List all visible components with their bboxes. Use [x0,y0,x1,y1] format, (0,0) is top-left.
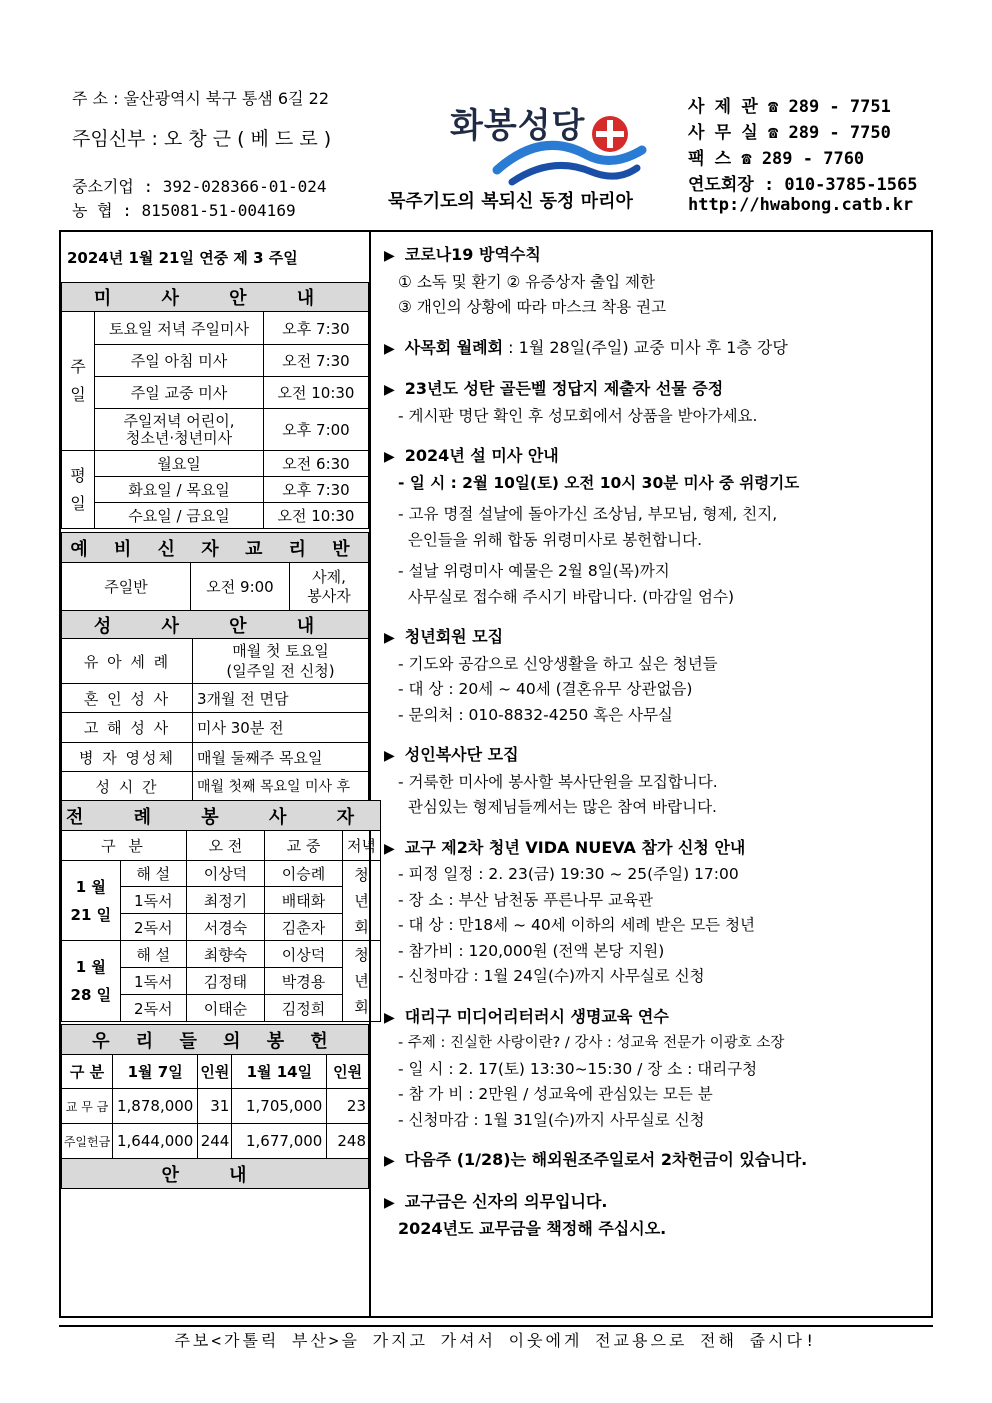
contact-value: ☎ 289 - 7750 [768,123,891,143]
contact-rectory [688,92,891,117]
news-line: - 주제 : 진실한 사랑이란? / 강사 : 성교육 전문가 이광호 소장 [398,1035,785,1051]
pastor-label: 주임신부 [72,128,146,150]
news-title: 청년회원 모집 [404,627,504,646]
catechumen-title: 예 비 신 자 교 리 반 [62,533,369,563]
offering-amount: 1,677,000 [232,1124,327,1159]
sunday-label-1: 주 [70,357,86,376]
news-line: - 게시판 명단 확인 후 성모회에서 상품을 받아가세요. [398,406,758,425]
mass-name: 수요일 / 금요일 [95,503,264,529]
liturgy-role: 2독서 [120,995,186,1022]
mass-time: 오후 7:30 [264,312,369,345]
liturgy-main: 김정희 [264,995,342,1022]
news-line: - 일 시 : 2월 10일(토) 오전 10시 30분 미사 중 위령기도 [398,473,800,492]
footer-rule [59,1325,933,1327]
offering-name: 교 무 금 [62,1089,113,1124]
liturgy-main: 이승례 [264,861,342,887]
catechumen-time: 오전 9:00 [191,563,290,611]
bank2-label: 농 협 [72,201,113,220]
news-line: - 대 상 : 20세 ~ 40세 (결혼유무 상관없음) [398,680,693,698]
liturgy-role: 해 설 [120,941,186,968]
liturgy-evening [343,861,381,941]
bank-account-1 [72,174,327,197]
sacrament-desc: 3개월 전 면담 [193,684,369,713]
news-line: - 참가비 : 120,000원 (전액 본당 지원) [398,941,665,960]
news-title: 교구 제2차 청년 VIDA NUEVA 참가 신청 안내 [404,837,746,857]
contact-value: ☎ 289 - 7760 [741,149,865,169]
liturgy-header: 오 전 [186,831,264,861]
catechumen-class: 주일반 [62,563,191,611]
liturgy-main: 김춘자 [264,914,342,941]
news-title: 대리구 미디어리터러시 생명교육 연수 [404,1006,669,1026]
sacrament-desc: 매월 첫째 목요일 미사 후 [193,772,369,801]
column-divider [369,230,371,1318]
liturgy-date [62,941,121,1022]
news-line: - 피정 일정 : 2. 23(금) 19:30 ~ 25(주일) 17:00 [398,865,739,883]
sacrament-desc [193,639,369,684]
triangle-bullet-icon: ▶ [384,1009,395,1026]
news-line: 은인들을 위해 합동 위령미사로 봉헌합니다. [398,530,703,549]
sacrament-desc-line1: 매월 첫 토요일 [232,642,329,660]
date-day: 21 일 [70,905,112,924]
news-title: 교구금은 신자의 의무입니다. [404,1191,608,1211]
news-item-council [384,335,932,363]
liturgy-role: 해 설 [120,861,186,887]
sacrament-desc: 매월 둘째주 목요일 [193,743,369,772]
pastor-value: : 오 창 근 ( 베 드 로 ) [151,128,332,150]
offering-amount: 1,705,000 [232,1089,327,1124]
offering-header: 인원 [327,1055,369,1089]
news-line: - 참 가 비 : 2만원 / 성교육에 관심있는 모든 분 [398,1085,713,1103]
contact-value: ☎ 289 - 7751 [768,97,891,117]
mass-table [61,282,369,529]
teacher-line2: 봉사자 [307,586,351,605]
news-title: 코로나19 방역수칙 [404,245,541,264]
offering-header: 구 분 [62,1055,113,1089]
news-line: 2024년도 교무금을 책정해 주십시오. [398,1219,667,1238]
sacrament-name: 성 시 간 [62,772,193,801]
parish-name: 화봉성당 [450,106,586,146]
evening-char: 년 [354,891,369,910]
news-item-second-collection [384,1147,932,1175]
sacrament-name: 혼 인 성 사 [62,684,193,713]
news-item-vida-nueva [384,835,932,990]
mass-name: 월요일 [95,451,264,477]
liturgy-am: 김정태 [186,968,264,995]
sacrament-title: 성 사 안 내 [62,611,369,639]
news-item-youth [384,624,932,728]
offering-table [61,1024,369,1189]
mass-time: 오후 7:00 [264,409,369,451]
contact-office [688,118,891,143]
triangle-bullet-icon: ▶ [384,340,395,357]
offering-title: 우 리 들 의 봉 헌 [62,1025,369,1055]
contact-label: 사 제 관 [688,97,758,117]
news-line: 사무실로 접수해 주시기 바랍니다. (마감일 엄수) [398,587,734,606]
date-title: 2024년 1월 21일 연중 제 3 주일 [67,248,298,267]
offering-amount: 1,878,000 [113,1089,198,1124]
liturgy-header: 저녁 [343,831,381,861]
news-line: - 거룩한 미사에 봉사할 복사단원을 모집합니다. [398,772,718,791]
mass-name [95,409,264,451]
contact-fax [688,144,864,169]
triangle-bullet-icon: ▶ [384,840,395,857]
news-title: 다음주 (1/28)는 해외원조주일로서 2차헌금이 있습니다. [404,1150,808,1169]
news-item-altar-servers [384,742,932,821]
mass-name: 화요일 / 목요일 [95,477,264,503]
evening-char: 회 [354,917,369,936]
catechumen-teacher [290,563,369,611]
news-line: - 일 시 : 2. 17(토) 13:30~15:30 / 장 소 : 대리구청 [398,1059,758,1078]
notice-title: 안 내 [62,1159,369,1189]
mass-time: 오전 7:30 [264,345,369,377]
mass-name-line2: 청소년·청년미사 [125,428,233,447]
offering-header: 1월 14일 [232,1055,327,1089]
sacrament-table [61,610,369,801]
address-label: 주 소 [72,89,108,108]
liturgy-role: 1독서 [120,968,186,995]
address [72,86,329,109]
liturgy-title: 전 례 봉 사 자 [62,801,381,831]
liturgy-role: 2독서 [120,914,186,941]
news-line: - 문의처 : 010-8832-4250 혹은 사무실 [398,705,673,724]
weekday-label [62,451,95,529]
liturgy-table [61,800,381,1022]
liturgy-am: 서경숙 [186,914,264,941]
news-inline: : 1월 28일(주일) 교중 미사 후 1층 강당 [503,337,788,357]
liturgy-am: 이태순 [186,995,264,1022]
news-title: 성인복사단 모집 [404,745,519,764]
mass-name-line1: 주일저녁 어린이, [123,411,235,430]
liturgy-main: 배태화 [264,887,342,914]
contact-label: 연도회장 [688,175,754,195]
liturgy-evening [343,941,381,1022]
liturgy-date [62,861,121,941]
liturgy-am: 최정기 [186,887,264,914]
liturgy-main: 박경용 [264,968,342,995]
evening-char: 회 [354,998,369,1016]
bank1-value: : 392-028366-01-024 [143,177,327,196]
contact-value: : 010-3785-1565 [763,175,918,195]
news-title: 2024년 설 미사 안내 [404,446,559,465]
news-line: ③ 개인의 상황에 따라 마스크 착용 권고 [398,298,667,316]
news-line: - 기도와 공감으로 신앙생활을 하고 싶은 청년들 [398,654,718,673]
liturgy-am: 최향숙 [186,941,264,968]
sacrament-desc: 미사 30분 전 [193,713,369,743]
sacrament-name: 고 해 성 사 [62,713,193,743]
news-line: 관심있는 형제님들께서는 많은 참여 바랍니다. [398,798,717,816]
pastor [72,124,331,151]
weekday-label-1: 평 [70,465,86,485]
news-title: 사목회 월례회 [404,337,504,357]
date-month: 1 월 [75,958,106,976]
sacrament-name: 유 아 세 례 [62,639,193,684]
offering-count: 248 [327,1124,369,1159]
triangle-bullet-icon: ▶ [384,630,395,646]
news-line: - 장 소 : 부산 남천동 푸른나무 교육관 [398,890,653,909]
mass-time: 오후 7:30 [264,477,369,503]
news-item-newyear-mass [384,443,932,610]
liturgy-header: 교 중 [264,831,342,861]
offering-count: 31 [198,1089,232,1124]
catechumen-table [61,532,369,611]
triangle-bullet-icon: ▶ [384,1194,395,1211]
contact-label: 팩 스 [688,149,732,169]
contact-label: 사 무 실 [688,123,758,143]
news-line: - 신청마감 : 1월 31일(수)까지 사무실로 신청 [398,1110,705,1129]
date-month: 1 월 [75,877,106,896]
bank-account-2 [72,198,296,221]
website-link[interactable]: http://hwabong.catb.kr [688,195,914,215]
triangle-bullet-icon: ▶ [384,248,395,264]
offering-header: 인원 [198,1055,232,1089]
evening-char: 청 [354,946,369,964]
news-line: - 대 상 : 만18세 ~ 40세 이하의 세례 받은 모든 청년 [398,916,756,934]
date-day: 28 일 [70,986,112,1004]
news-line: - 고유 명절 설날에 돌아가신 조상님, 부모님, 형제, 친지, [398,505,778,523]
evening-char: 청 [354,865,369,884]
contact-president [688,170,917,195]
mass-name: 토요일 저녁 주일미사 [95,312,264,345]
news-item-media-literacy [384,1004,932,1134]
mass-name: 주일 아침 미사 [95,345,264,377]
offering-name: 주일헌금 [62,1124,113,1159]
news-title: 23년도 성탄 골든벨 정답지 제출자 선물 증정 [404,379,724,398]
mass-time: 오전 10:30 [264,377,369,409]
mass-title: 미 사 안 내 [62,283,369,312]
triangle-bullet-icon: ▶ [384,382,395,398]
news-item-goldenbell [384,376,932,429]
triangle-bullet-icon: ▶ [384,449,395,465]
weekday-label-2: 일 [70,493,86,513]
news-item-diocese-fee [384,1189,932,1242]
triangle-bullet-icon: ▶ [384,748,395,764]
news-line: ① 소독 및 환기 ② 유증상자 출입 제한 [398,272,655,291]
mass-time: 오전 10:30 [264,503,369,529]
liturgy-main: 이상덕 [264,941,342,968]
news-list [384,242,932,1256]
sacrament-name: 병 자 영성체 [62,743,193,772]
triangle-bullet-icon: ▶ [384,1153,395,1169]
footer-message: 주보<가톨릭 부산>을 가지고 가셔서 이웃에게 전교용으로 전해 줍시다! [174,1331,818,1350]
teacher-line1: 사제, [312,567,346,586]
sunday-label-2: 일 [70,385,86,404]
offering-count: 244 [198,1124,232,1159]
liturgy-header: 구 분 [62,831,187,861]
liturgy-role: 1독서 [120,887,186,914]
parish-logo-icon [492,110,652,190]
bank2-value: : 815081-51-004169 [122,201,296,220]
offering-count: 23 [327,1089,369,1124]
bank1-label: 중소기업 [72,177,134,196]
news-line: - 설날 위령미사 예물은 2월 8일(목)까지 [398,562,670,580]
sunday-label [62,312,95,451]
mass-name: 주일 교중 미사 [95,377,264,409]
liturgy-am: 이상덕 [186,861,264,887]
evening-char: 년 [354,972,369,990]
news-item-covid [384,242,932,321]
sacrament-desc-line2: (일주일 전 신청) [226,662,335,680]
offering-amount: 1,644,000 [113,1124,198,1159]
offering-header: 1월 7일 [113,1055,198,1089]
address-value: : 울산광역시 북구 통샘 6길 22 [113,89,330,108]
motto: 묵주기도의 복되신 동정 마리아 [388,191,633,212]
news-line: - 신청마감 : 1월 24일(수)까지 사무실로 신청 [398,967,705,985]
mass-time: 오전 6:30 [264,451,369,477]
